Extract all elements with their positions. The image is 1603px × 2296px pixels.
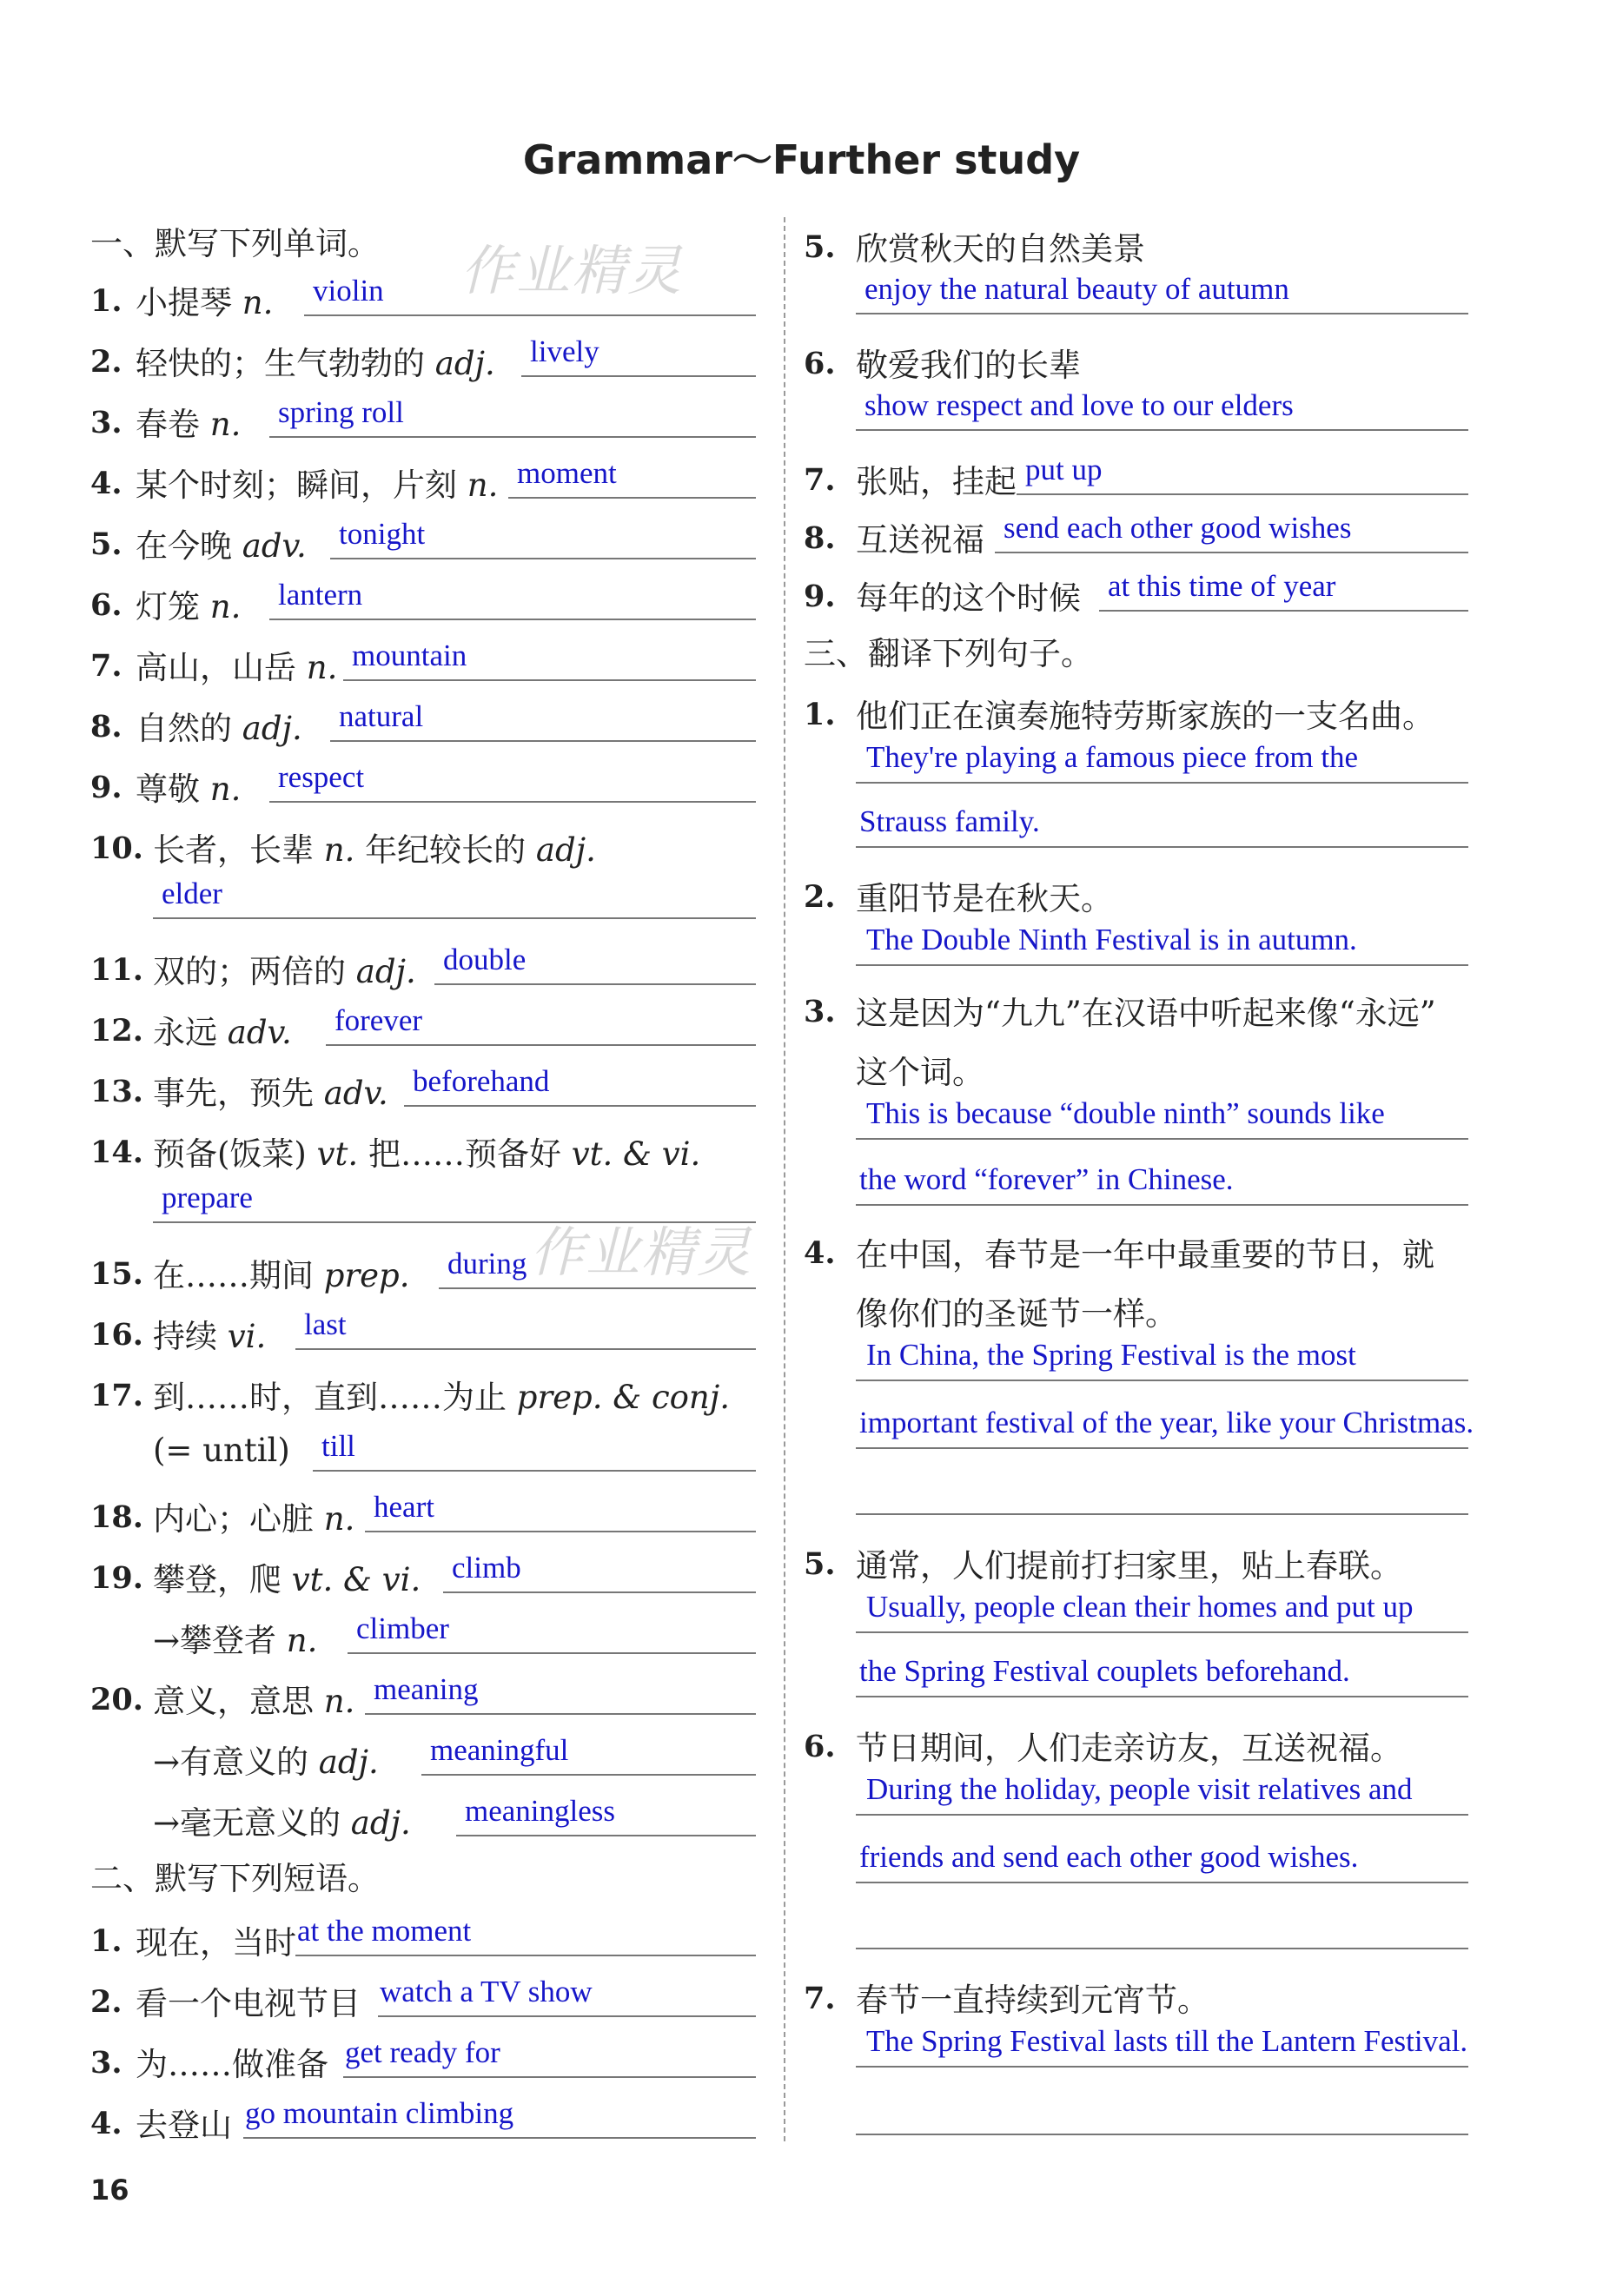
answer-blank[interactable]: send each other good wishes	[995, 508, 1468, 553]
item-number: 11.	[90, 952, 143, 988]
answer-blank[interactable]: forever	[326, 1001, 756, 1046]
item-number: 7.	[804, 1981, 836, 2016]
sentence-prompt: 他们正在演奏施特劳斯家族的一支名曲。	[856, 698, 1434, 735]
part-of-speech: vt.	[316, 1135, 359, 1173]
watermark-top: 作业精灵	[460, 239, 684, 302]
part-of-speech-2: vt. & vi.	[571, 1135, 701, 1173]
prompt-chinese: 攀登，爬	[153, 1561, 282, 1598]
part-of-speech: adv.	[323, 1075, 388, 1112]
item-number: 17.	[90, 1378, 143, 1413]
sentence-prompt: 重阳节是在秋天。	[856, 880, 1113, 917]
answer-blank[interactable]: last	[295, 1305, 756, 1350]
part-of-speech: adj.	[242, 710, 302, 747]
page-number: 16	[90, 2174, 129, 2207]
item-number: 3.	[804, 994, 836, 1029]
part-of-speech: adj.	[350, 1804, 411, 1842]
item-number: 5.	[804, 1546, 836, 1582]
prompt-chinese: 预备(饭菜)	[153, 1135, 307, 1173]
translation-line[interactable]: In China, the Spring Festival is the most	[856, 1334, 1468, 1381]
item-number: 1.	[804, 697, 836, 732]
prompt-chinese: 尊敬	[136, 771, 200, 808]
answer-blank[interactable]: tonight	[330, 514, 756, 559]
item-number: 2.	[804, 879, 836, 915]
column-divider	[784, 217, 785, 2141]
phrase-prompt: 每年的这个时候	[856, 579, 1081, 617]
answer-blank[interactable]: meaning	[365, 1670, 756, 1715]
item-number: 3.	[90, 2045, 123, 2081]
word-prompt	[153, 1796, 411, 1843]
word-prompt	[153, 1371, 730, 1418]
part-of-speech: n.	[209, 406, 242, 443]
phrase-prompt: 去登山	[136, 2107, 232, 2144]
part-of-speech: n.	[242, 284, 274, 321]
item-number: 16.	[90, 1317, 143, 1353]
answer-blank[interactable]: respect	[269, 758, 756, 803]
item-number: 6.	[804, 346, 836, 381]
part1-heading: 一、默写下列单词。	[90, 225, 380, 262]
translation-line[interactable]	[856, 1468, 1468, 1515]
answer-blank[interactable]: climber	[348, 1609, 756, 1654]
word-prompt	[136, 276, 273, 323]
prompt-chinese: →有意义的	[153, 1744, 309, 1781]
item-number: 8.	[90, 709, 123, 744]
answer-blank[interactable]: show respect and love to our elders	[856, 386, 1468, 431]
item-number: 2.	[90, 1984, 123, 2020]
word-prompt	[153, 1006, 292, 1053]
item-number: 7.	[804, 462, 836, 498]
phrase-prompt: 欣赏秋天的自然美景	[856, 230, 1145, 268]
translation-line[interactable]: important festival of the year, like your Christmas.	[856, 1402, 1468, 1449]
sentence-prompt: 在中国，春节是一年中最重要的节日，就	[856, 1236, 1434, 1274]
prompt-chinese: 持续	[153, 1318, 217, 1355]
prompt-chinese-2: 把……预备好	[368, 1135, 561, 1173]
item-number: 4.	[804, 1235, 836, 1271]
answer-blank[interactable]: at this time of year	[1099, 566, 1468, 612]
word-prompt	[136, 398, 241, 445]
word-prompt	[136, 459, 498, 506]
answer-blank[interactable]: climb	[443, 1548, 756, 1593]
item-number: 6.	[804, 1729, 836, 1764]
part-of-speech: prep. & conj.	[516, 1379, 730, 1416]
prompt-chinese: 轻快的；生气勃勃的	[136, 345, 425, 382]
translation-line[interactable]: Usually, people clean their homes and put up	[856, 1586, 1468, 1633]
item-number: 20.	[90, 1682, 143, 1717]
prompt-chinese: 春卷	[136, 406, 200, 443]
answer-blank[interactable]: meaningful	[421, 1730, 756, 1776]
translation-line[interactable]: Strauss family.	[856, 801, 1468, 848]
item-number: 4.	[90, 466, 123, 501]
phrase-prompt: 看一个电视节目	[136, 1985, 361, 2022]
sentence-prompt: 这是因为“九九”在汉语中听起来像“永远”	[856, 995, 1436, 1032]
word-prompt	[136, 641, 337, 688]
part-of-speech: adj.	[434, 345, 495, 382]
answer-blank[interactable]: double	[434, 940, 756, 985]
part-of-speech: n.	[323, 831, 355, 869]
item-number: 15.	[90, 1256, 143, 1292]
answer-blank[interactable]: watch a TV show	[378, 1972, 756, 2017]
answer-blank[interactable]: mountain	[343, 636, 756, 681]
phrase-prompt: 互送祝福	[856, 521, 984, 559]
part2-heading: 二、默写下列短语。	[90, 1860, 380, 1897]
answer-blank[interactable]: natural	[330, 697, 756, 742]
page-title: Grammar～Further study	[522, 136, 1081, 183]
item-number: 12.	[90, 1013, 143, 1049]
part3-heading: 三、翻译下列句子。	[804, 635, 1093, 672]
word-prompt	[136, 519, 307, 566]
word-prompt	[153, 1492, 354, 1539]
answer-blank[interactable]: moment	[508, 453, 756, 499]
sentence-prompt: 节日期间，人们走亲访友，互送祝福。	[856, 1730, 1402, 1767]
phrase-prompt: 张贴，挂起	[856, 463, 1017, 500]
item-number: 19.	[90, 1560, 143, 1596]
answer-blank[interactable]: spring roll	[269, 393, 756, 438]
translation-line[interactable]	[856, 2088, 1468, 2135]
translation-line[interactable]: friends and send each other good wishes.	[856, 1836, 1468, 1883]
watermark-middle: 作业精灵	[530, 1221, 753, 1284]
part-of-speech-2: adj.	[535, 831, 596, 869]
answer-blank[interactable]: put up	[1017, 450, 1468, 495]
phrase-prompt: 现在，当时	[136, 1924, 296, 1962]
answer-blank[interactable]: prepare	[153, 1178, 756, 1223]
prompt-chinese: 意义，意思	[153, 1683, 314, 1720]
prompt-chinese: 某个时刻；瞬间，片刻	[136, 466, 457, 504]
sentence-prompt: 通常，人们提前打扫家里，贴上春联。	[856, 1547, 1402, 1585]
prompt-chinese: 事先，预先	[153, 1075, 314, 1112]
prompt-chinese: 灯笼	[136, 588, 200, 625]
word-prompt	[153, 1310, 266, 1357]
item-number: 1.	[90, 283, 123, 319]
phrase-prompt: 为……做准备	[136, 2046, 328, 2083]
word-prompt	[153, 1128, 700, 1174]
part-of-speech: adj.	[355, 953, 416, 990]
prompt-chinese-2: (= until)	[153, 1432, 290, 1469]
answer-blank[interactable]: violin	[304, 271, 756, 316]
translation-line[interactable]	[856, 1902, 1468, 1949]
prompt-chinese: 在……期间	[153, 1257, 314, 1294]
sentence-prompt: 春节一直持续到元宵节。	[856, 1982, 1209, 2019]
answer-blank[interactable]: go mountain climbing	[243, 2094, 756, 2139]
sentence-prompt: 像你们的圣诞节一样。	[856, 1295, 1177, 1333]
item-number: 10.	[90, 830, 143, 866]
translation-line[interactable]: The Double Ninth Festival is in autumn.	[856, 919, 1468, 966]
answer-blank[interactable]: heart	[365, 1487, 756, 1532]
word-prompt	[153, 1614, 317, 1661]
answer-blank[interactable]: enjoy the natural beauty of autumn	[856, 269, 1468, 314]
part-of-speech: prep.	[323, 1257, 410, 1294]
answer-blank[interactable]: during	[439, 1244, 756, 1289]
answer-blank[interactable]: meaningless	[456, 1791, 756, 1836]
word-prompt	[136, 702, 302, 749]
answer-blank[interactable]: beforehand	[404, 1062, 756, 1107]
part-of-speech: adv.	[242, 527, 307, 565]
item-number: 9.	[804, 579, 836, 614]
answer-blank[interactable]: elder	[153, 874, 756, 919]
item-number: 13.	[90, 1074, 143, 1109]
part-of-speech: n.	[306, 649, 338, 686]
item-number: 5.	[90, 526, 123, 562]
item-number: 18.	[90, 1499, 143, 1535]
word-prompt	[153, 1736, 379, 1783]
word-prompt	[153, 945, 416, 992]
word-prompt	[153, 1553, 421, 1600]
translation-line[interactable]: the Spring Festival couplets beforehand.	[856, 1651, 1468, 1697]
part-of-speech: n.	[209, 771, 242, 808]
prompt-chinese: 双的；两倍的	[153, 953, 346, 990]
prompt-chinese: 小提琴	[136, 284, 232, 321]
prompt-chinese-2: 年纪较长的	[365, 831, 527, 869]
item-number: 7.	[90, 648, 123, 684]
prompt-chinese: 到……时，直到……为止	[153, 1379, 507, 1416]
item-number: 5.	[804, 229, 836, 265]
item-number: 8.	[804, 520, 836, 556]
translation-line[interactable]: During the holiday, people visit relatives and	[856, 1769, 1468, 1816]
prompt-chinese: →毫无意义的	[153, 1804, 341, 1842]
answer-blank[interactable]: lantern	[269, 575, 756, 620]
translation-line[interactable]: the word “forever” in Chinese.	[856, 1159, 1468, 1206]
translation-line[interactable]: They're playing a famous piece from the	[856, 737, 1468, 784]
prompt-chinese: 自然的	[136, 710, 232, 747]
part-of-speech: n.	[467, 466, 499, 504]
word-prompt	[136, 337, 495, 384]
translation-line[interactable]: This is because “double ninth” sounds like	[856, 1093, 1468, 1140]
answer-blank[interactable]: get ready for	[343, 2033, 756, 2078]
sentence-prompt: 这个词。	[856, 1054, 984, 1091]
item-number: 4.	[90, 2106, 123, 2141]
word-prompt	[153, 1067, 388, 1114]
answer-blank[interactable]: at the moment	[295, 1911, 756, 1956]
item-number: 3.	[90, 405, 123, 440]
prompt-chinese: 在今晚	[136, 527, 232, 565]
word-prompt	[136, 580, 241, 627]
prompt-chinese: 长者，长辈	[153, 831, 314, 869]
translation-line[interactable]: The Spring Festival lasts till the Lantern Festival.	[856, 2021, 1468, 2068]
phrase-prompt: 敬爱我们的长辈	[856, 347, 1081, 384]
part-of-speech: adj.	[318, 1744, 379, 1781]
word-prompt	[153, 1249, 409, 1296]
item-number: 2.	[90, 344, 123, 380]
part-of-speech: n.	[323, 1683, 355, 1720]
part-of-speech: n.	[209, 588, 242, 625]
part-of-speech: vi.	[227, 1318, 267, 1355]
part-of-speech: vt. & vi.	[291, 1561, 421, 1598]
item-number: 9.	[90, 770, 123, 805]
item-number: 1.	[90, 1923, 123, 1959]
prompt-chinese: →攀登者	[153, 1622, 277, 1659]
part-of-speech: adv.	[227, 1014, 292, 1051]
prompt-chinese: 高山，山岳	[136, 649, 296, 686]
answer-blank[interactable]: lively	[521, 332, 756, 377]
prompt-chinese: 内心；心脏	[153, 1500, 314, 1538]
answer-blank[interactable]: till	[313, 1426, 756, 1472]
word-prompt	[136, 763, 241, 810]
word-prompt	[153, 824, 596, 870]
item-number: 14.	[90, 1135, 143, 1170]
item-number: 6.	[90, 587, 123, 623]
prompt-chinese: 永远	[153, 1014, 217, 1051]
word-prompt	[153, 1675, 354, 1722]
part-of-speech: n.	[323, 1500, 355, 1538]
part-of-speech: n.	[286, 1622, 318, 1659]
